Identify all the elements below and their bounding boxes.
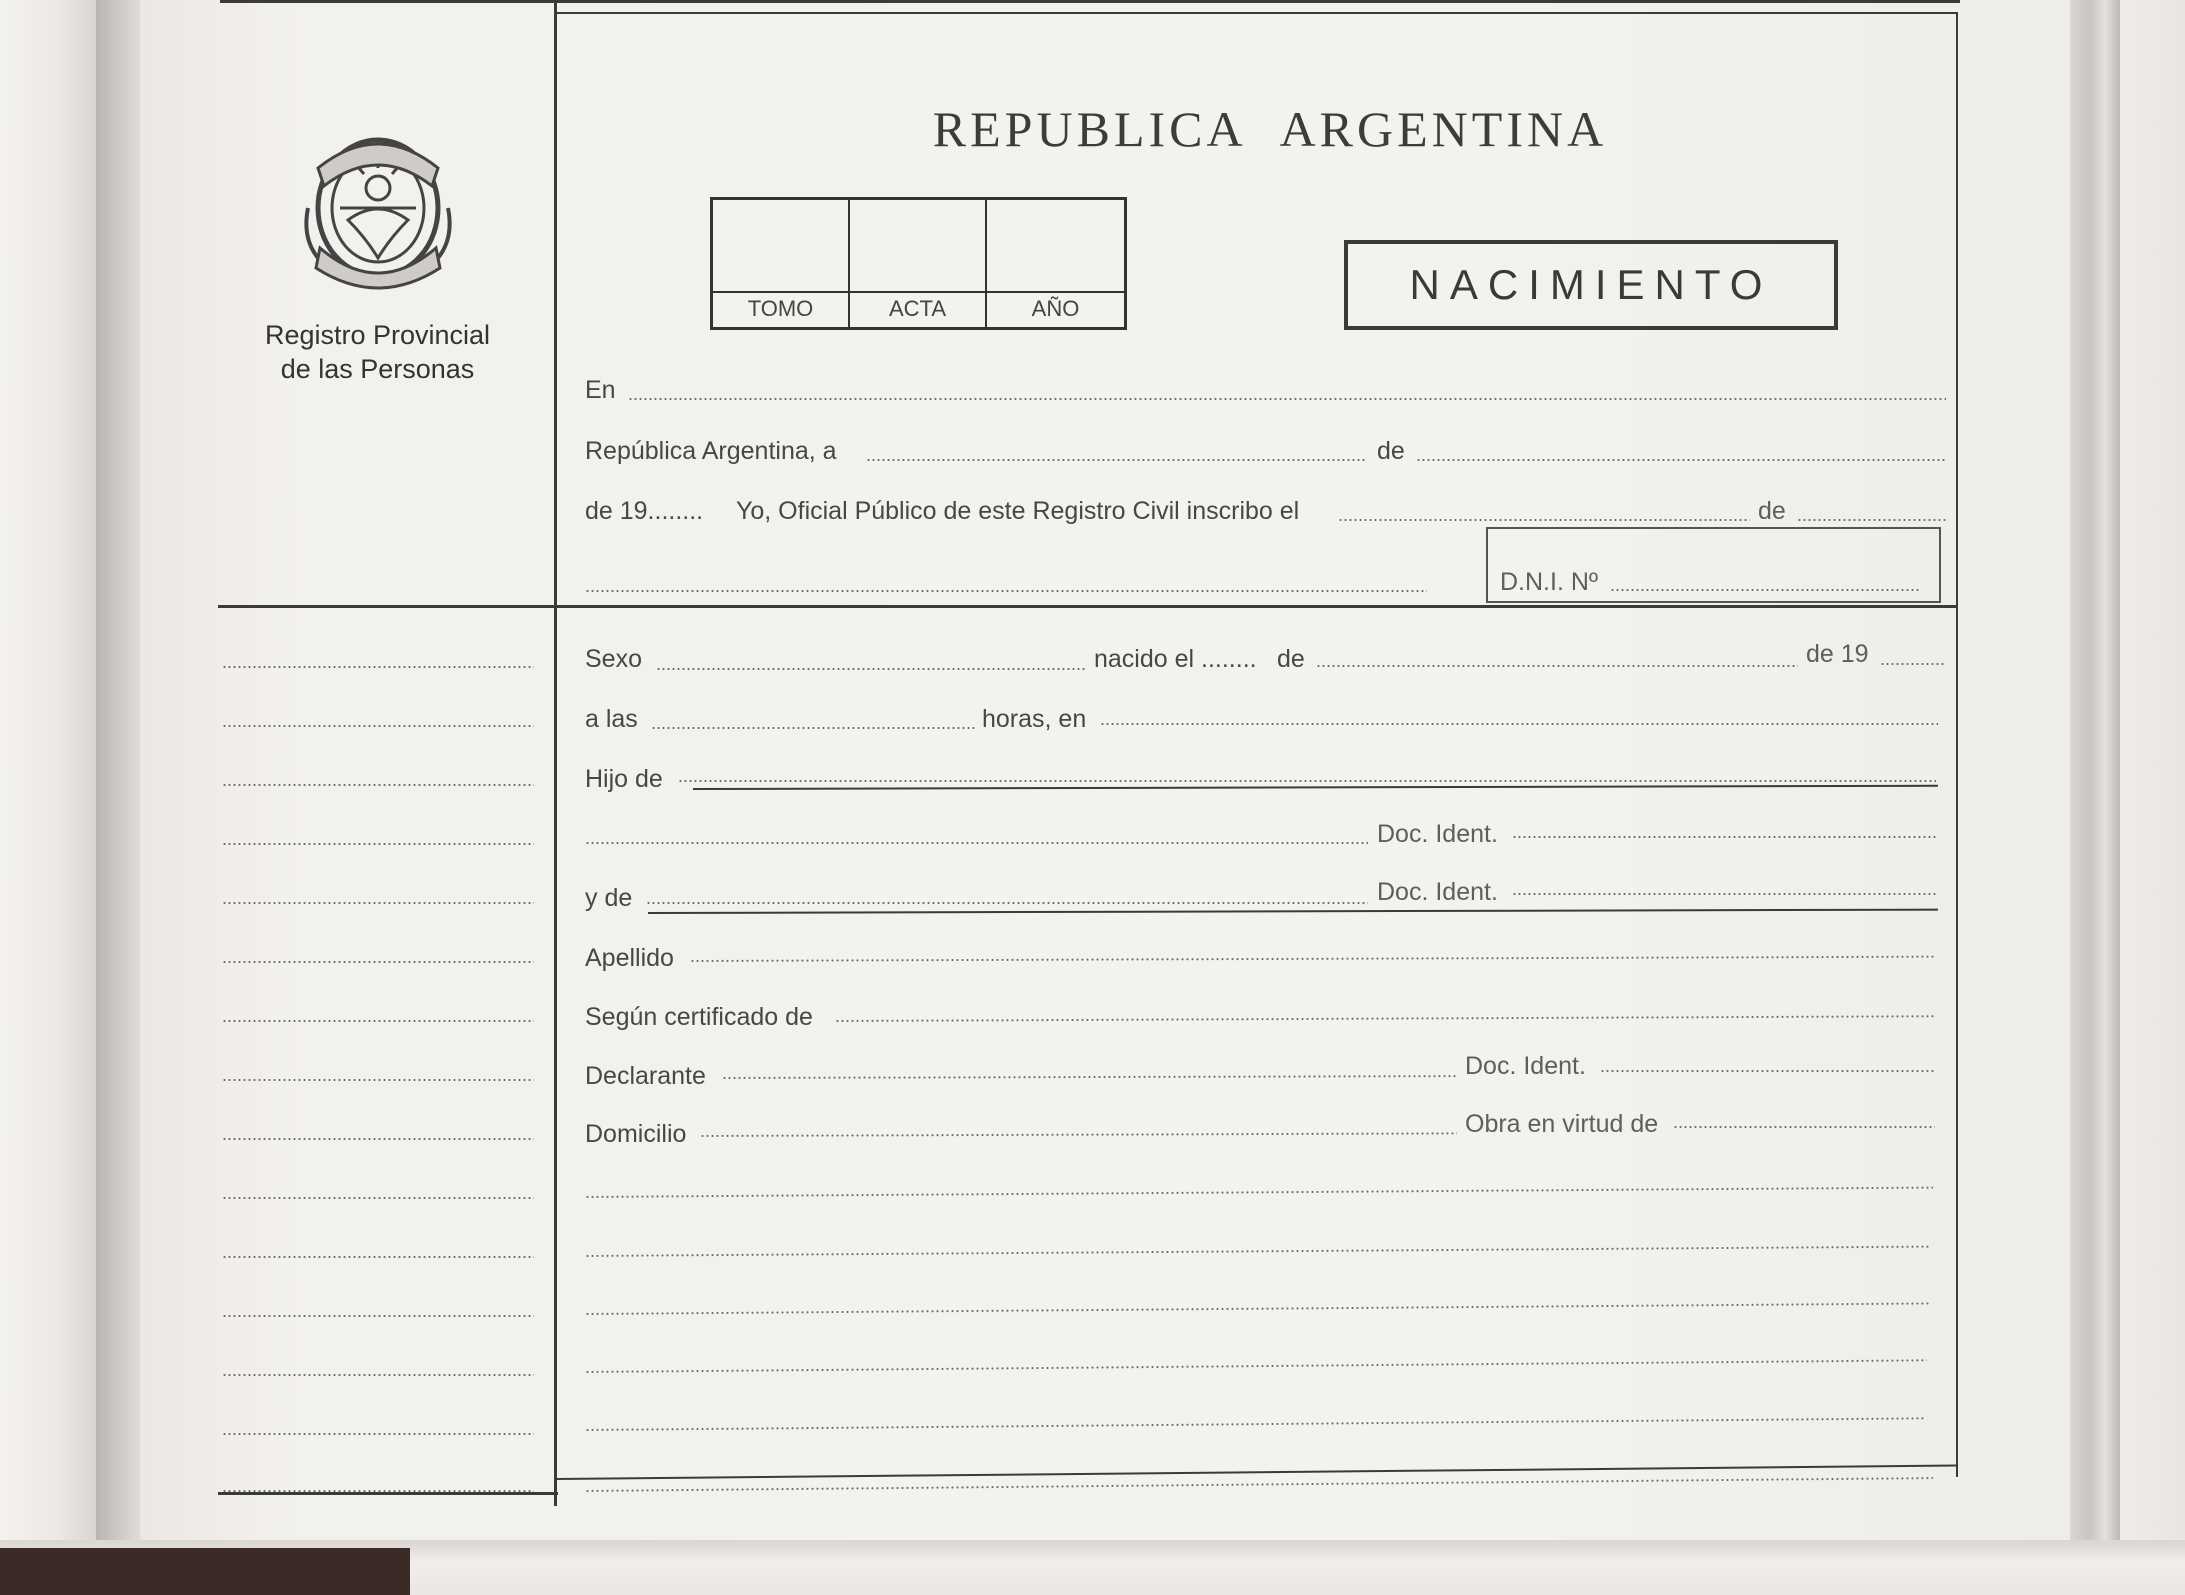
oficial-label: Yo, Oficial Público de este Registro Civil inscribo el bbox=[736, 497, 1300, 525]
father-name-cont-field[interactable] bbox=[585, 842, 1368, 844]
margin-line[interactable] bbox=[222, 1020, 534, 1022]
registry-name-line2: de las Personas bbox=[280, 354, 475, 384]
document-type-box: NACIMIENTO bbox=[1344, 240, 1838, 330]
father-doc-field[interactable] bbox=[1512, 836, 1938, 838]
margin-line[interactable] bbox=[222, 1374, 534, 1376]
mother-doc-field[interactable] bbox=[1512, 893, 1938, 895]
acta-value-cell[interactable] bbox=[850, 200, 987, 291]
alas-label: a las bbox=[585, 705, 638, 733]
segun-label: Según certificado de bbox=[585, 1003, 813, 1031]
birth-month-field[interactable] bbox=[1316, 665, 1798, 667]
column-divider bbox=[554, 0, 557, 1506]
inscribe-month-field[interactable] bbox=[1797, 519, 1946, 521]
left-page bbox=[0, 0, 110, 1560]
declarante-label: Declarante bbox=[585, 1062, 706, 1090]
margin-line[interactable] bbox=[222, 1256, 534, 1258]
doc-ident-label-2: Doc. Ident. bbox=[1377, 878, 1498, 906]
obra-field[interactable] bbox=[1673, 1126, 1935, 1128]
page-title: REPUBLICA ARGENTINA bbox=[932, 101, 1608, 157]
domicilio-label: Domicilio bbox=[585, 1120, 687, 1148]
bottom-rule bbox=[218, 1492, 558, 1495]
page-edge-right bbox=[2120, 0, 2185, 1595]
de19-label: de 19........ bbox=[585, 497, 704, 525]
father-field[interactable] bbox=[678, 780, 1936, 782]
tomo-label: TOMO bbox=[713, 291, 850, 327]
doc-ident-label-1: Doc. Ident. bbox=[1377, 820, 1498, 848]
margin-line[interactable] bbox=[222, 725, 534, 727]
republica-label: República Argentina, a bbox=[585, 437, 837, 465]
en-field[interactable] bbox=[628, 398, 1946, 400]
register-box bbox=[710, 197, 1127, 330]
de-label-2: de bbox=[1758, 497, 1786, 525]
inscribe-name-field[interactable] bbox=[585, 590, 1427, 592]
acta-label: ACTA bbox=[850, 291, 987, 327]
inscribe-date-field[interactable] bbox=[1338, 519, 1750, 521]
top-rule bbox=[220, 0, 1960, 3]
margin-line[interactable] bbox=[222, 784, 534, 786]
de-label-1: de bbox=[1377, 437, 1405, 465]
margin-line[interactable] bbox=[222, 1490, 534, 1492]
hijo-label: Hijo de bbox=[585, 765, 663, 793]
de19b-label: de 19 bbox=[1806, 640, 1869, 668]
obra-label: Obra en virtud de bbox=[1465, 1110, 1659, 1138]
top-rule-right bbox=[556, 12, 1956, 14]
margin-line[interactable] bbox=[222, 1138, 534, 1140]
apellido-label: Apellido bbox=[585, 944, 674, 972]
right-border bbox=[1956, 12, 1958, 1477]
dni-label: D.N.I. Nº bbox=[1500, 568, 1599, 596]
provincia-misiones-seal-icon bbox=[300, 128, 460, 298]
birth-place-field[interactable] bbox=[1100, 723, 1938, 725]
nacido-label: nacido el ........ bbox=[1094, 645, 1257, 673]
margin-line[interactable] bbox=[222, 843, 534, 845]
de-label-3: de bbox=[1277, 645, 1305, 673]
doc-ident-label-3: Doc. Ident. bbox=[1465, 1052, 1586, 1080]
margin-line[interactable] bbox=[222, 1079, 534, 1081]
birth-year-field[interactable] bbox=[1880, 663, 1946, 665]
margin-line[interactable] bbox=[222, 961, 534, 963]
sexo-label: Sexo bbox=[585, 645, 642, 673]
declarante-doc-field[interactable] bbox=[1600, 1070, 1934, 1072]
margin-line[interactable] bbox=[222, 902, 534, 904]
horas-label: horas, en bbox=[982, 705, 1087, 733]
mother-field[interactable] bbox=[646, 902, 1368, 904]
yde-label: y de bbox=[585, 884, 633, 912]
anio-label: AÑO bbox=[987, 291, 1124, 327]
hour-field[interactable] bbox=[651, 727, 975, 729]
page-edge bbox=[2070, 0, 2120, 1560]
month-field[interactable] bbox=[1416, 459, 1946, 461]
margin-line[interactable] bbox=[222, 1197, 534, 1199]
margin-line[interactable] bbox=[222, 1315, 534, 1317]
sexo-field[interactable] bbox=[656, 668, 1086, 670]
margin-line[interactable] bbox=[222, 666, 534, 668]
header-divider bbox=[218, 605, 1958, 608]
margin-line[interactable] bbox=[222, 1433, 534, 1435]
table-surface bbox=[0, 1548, 410, 1595]
registry-name-line1: Registro Provincial bbox=[264, 320, 491, 350]
anio-value-cell[interactable] bbox=[987, 200, 1124, 291]
dni-field[interactable] bbox=[1610, 589, 1920, 591]
tomo-value-cell[interactable] bbox=[713, 200, 850, 291]
day-field[interactable] bbox=[866, 459, 1366, 461]
registry-name bbox=[200, 318, 555, 386]
en-label: En bbox=[585, 376, 616, 404]
